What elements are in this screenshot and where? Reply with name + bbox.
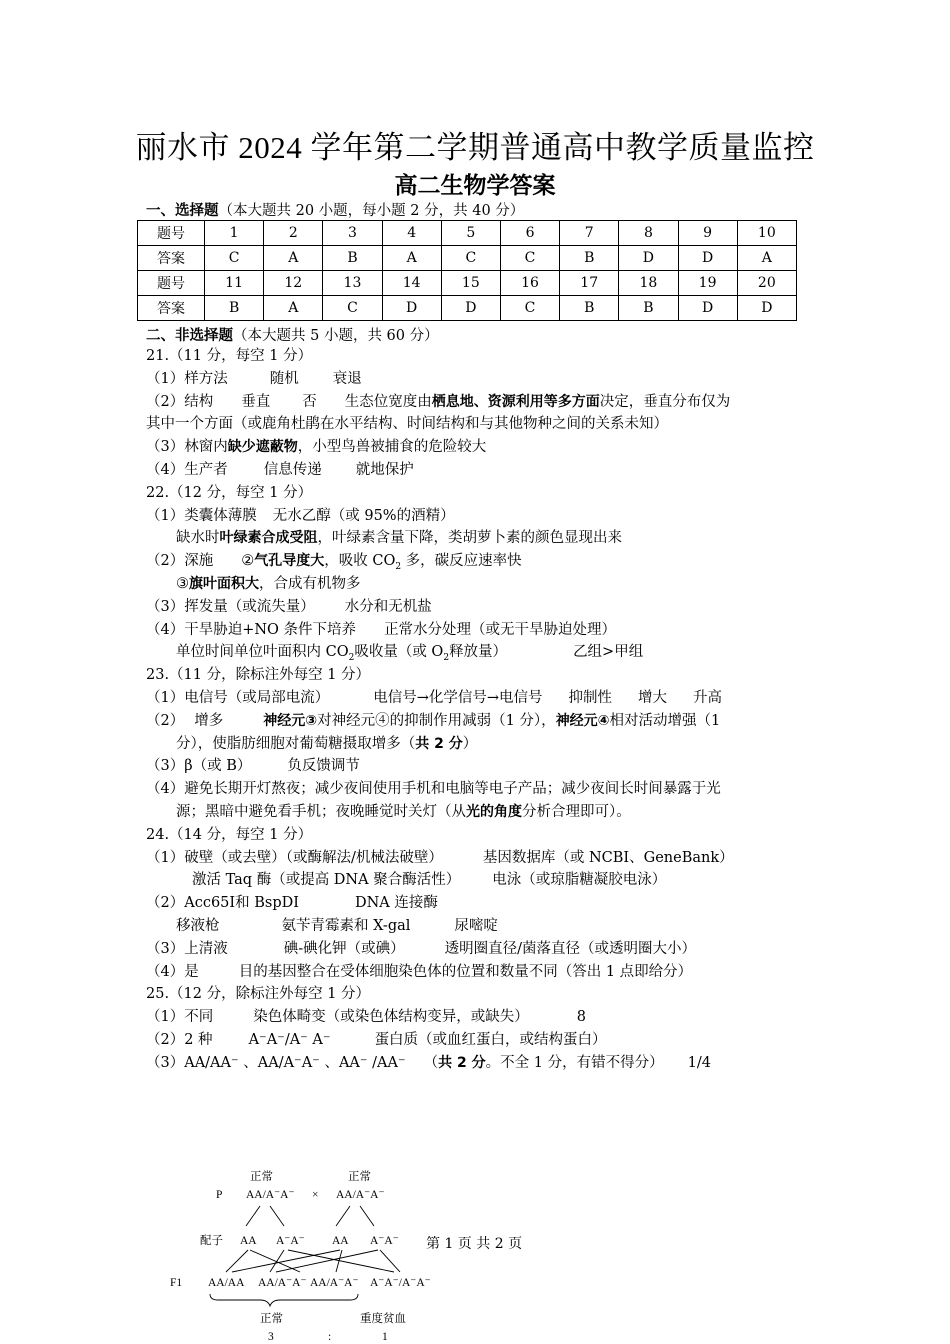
section2-note: （本大题共 5 小题，共 60 分） [233,328,439,344]
q22-2b: ，叶绿素含量下降，类胡萝卜素的颜色显现出来 [317,530,622,547]
q25-2c: 蛋白质（或血红蛋白，或结构蛋白） [374,1031,607,1048]
q22-4b: ，合成有机物多 [259,575,361,592]
q22-6a: （4）干旱胁迫+NO 条件下培养 [146,621,357,638]
diag-f1-1: AA/AA [208,1277,245,1289]
diag-gamete-arrows [226,1250,400,1272]
answer-table-cell: 8 [619,221,678,246]
q22-7b: 吸收量（或 O [354,644,444,661]
answer-table-cell: 17 [560,271,619,296]
q21-line5 [146,459,816,482]
answer-table-cell: A [264,246,323,271]
q22-line6 [146,619,816,642]
q23-1d: 增大 [638,689,668,706]
q25-3a: （3）AA/AA⁻ 、AA/A⁻A⁻ 、AA⁻ /AA⁻ [146,1054,406,1071]
q24-line2 [146,869,816,892]
q22-6b: 正常水分处理（或无干旱胁迫处理） [384,621,617,638]
q22-2a: 缺水时 [176,530,220,547]
q22-line3 [146,550,816,573]
q21-5a: （4）生产者 [146,461,228,478]
q22-line1 [146,505,816,528]
answer-table-cell: 16 [500,271,559,296]
q21-4b: ，小型鸟兽被捕食的危险较大 [297,439,487,456]
q25-line2 [146,1029,816,1052]
answer-table-row [138,296,797,321]
q23-4b: 负反馈调节 [287,758,360,775]
q22-7sub2: 2 [443,653,450,664]
q23-line6 [146,801,816,824]
diag-p-label: P [216,1189,223,1201]
q24-3a: （2）Acc65Ⅰ和 BspDⅠ [146,895,299,912]
answer-table-cell: 6 [500,221,559,246]
page-number: 第 1 页 共 2 页 [426,1236,523,1252]
answer-table-cell: C [205,246,264,271]
q25-3c: 1/4 [687,1054,711,1071]
diag-group-normal: 正常 [260,1313,283,1325]
q24-4b: 氨苄青霉素和 X-gal [281,917,411,934]
answer-table-cell: B [560,246,619,271]
q22-4a: ③ [176,575,189,592]
answer-table-cell: 9 [678,221,737,246]
q22-7a: 单位时间单位叶面积内 CO [176,644,349,661]
q24-6a: （4）是 [146,963,199,980]
section1-title: 一、选择题 [146,203,219,219]
q24-head: 24.（14 分，每空 1 分） [146,826,313,843]
q23-6a: 源；黑暗中避免看手机；夜晚睡觉时关灯（从 [176,803,466,820]
answer-table-cell: D [678,296,737,321]
answer-table-cell: 3 [323,221,382,246]
q23-2a: （2） [146,712,185,729]
diag-ratio-1: 3 [268,1331,274,1343]
q23-1a: （1）电信号（或局部电流） [146,689,330,706]
q23-line1 [146,687,816,710]
q22-2bold: 叶绿素合成受阻 [219,530,318,547]
diag-ratio-2: 1 [382,1331,388,1343]
q24-4c: 尿嘧啶 [454,917,498,934]
answer-table-cell: D [619,246,678,271]
q23-2bold1: 神经元③ [263,712,318,729]
q24-line1 [146,847,816,870]
page-subtitle: 高二生物学答案 [394,173,556,199]
q21-2e: 决定，垂直分布仅为 [599,393,731,410]
q21-5b: 信息传递 [263,461,322,478]
q22-1a: （1）类囊体薄膜 [146,507,257,524]
q24-6b: 目的基因整合在受体细胞染色体的位置和数量不同（答出 1 点即给分） [238,963,693,980]
diag-f1-4: A⁻A⁻/A⁻A⁻ [370,1277,431,1289]
q22-line2 [146,527,816,550]
answer-table-cell: D [737,296,796,321]
answer-table-row [138,271,797,296]
q21-1c: 衰退 [332,370,362,387]
answer-table-cell: A [737,246,796,271]
answer-table-cell: B [560,296,619,321]
answer-table-cell: C [500,246,559,271]
section2-heading [146,324,439,345]
answer-table-cell: 2 [264,221,323,246]
q24-4a: 移液枪 [176,917,220,934]
diag-brace [210,1294,358,1306]
q25-2b: A⁻A⁻/A⁻ A⁻ [248,1031,331,1048]
q25-1b: 染色体畸变（或染色体结构变异，或缺失） [253,1009,529,1026]
q21-line3: 其中一个方面（或鹿角杜鹃在水平结构、时间结构和与其他物种之间的关系未知） [146,416,668,433]
q21-2bold: 栖息地、资源利用等多方面 [431,393,600,410]
answer-table-cell: D [441,296,500,321]
diag-g3: AA [332,1235,349,1247]
section1-heading [146,199,524,220]
q22-line4 [146,573,816,596]
diag-cross: × [312,1189,319,1201]
diag-f1-2: AA/A⁻A⁻ [258,1277,307,1289]
diag-g1: AA [240,1235,257,1247]
q23-line5: （4）避免长期开灯熬夜；减少夜间使用手机和电脑等电子产品；减少夜间长时间暴露于光 [146,781,721,798]
answer-table-cell: 7 [560,221,619,246]
q22-4bold: 旗叶面积大 [189,575,259,592]
answer-table-row [138,246,797,271]
q24-5c: 透明圈直径/菌落直径（或透明圈大小） [444,940,697,957]
q25-line1 [146,1006,816,1029]
answer-table-row-label: 答案 [138,246,205,271]
answer-table-cell: 11 [205,271,264,296]
q24-5a: （3）上清液 [146,940,228,957]
q22-head: 22.（12 分，每空 1 分） [146,484,313,501]
q23-3a: 分），使脂肪细胞对葡萄糖摄取增多（ [176,735,416,752]
answer-table-cell: 20 [737,271,796,296]
diag-p1: AA/A⁻A⁻ [246,1189,295,1201]
diag-f1-label: F1 [170,1277,183,1289]
q21-2a: （2）结构 [146,393,214,410]
answer-table-cell: 13 [323,271,382,296]
q22-3sub: 2 [395,562,402,573]
q21-1a: （1）样方法 [146,370,228,387]
q25-3b: 。不全 1 分，有错不得分） [485,1054,664,1071]
q21-4a: （3）林窗内 [146,439,228,456]
q21-line2 [146,391,816,414]
diag-g4: A⁻A⁻ [370,1235,399,1247]
q23-3bold: 共 2 分 [415,735,463,752]
genetic-cross-diagram [160,1162,460,1344]
answer-table-cell: C [323,296,382,321]
q23-6b: 分析合理即可）。 [522,803,631,820]
q22-3b: ② [241,553,255,570]
q23-2c: 对神经元④的抑制作用减弱（1 分）， [317,712,556,729]
q25-2a: （2）2 种 [146,1031,213,1048]
section1-note: （本大题共 20 小题，每小题 2 分，共 40 分） [218,203,525,219]
answer-table-cell: 19 [678,271,737,296]
q23-3b: ） [462,735,478,752]
q22-7d: 乙组>甲组 [573,644,644,661]
answer-table-cell: 12 [264,271,323,296]
q22-line7 [146,641,816,664]
q21-line1 [146,368,816,391]
answer-table-cell: 15 [441,271,500,296]
q23-2bold2: 神经元④ [555,712,610,729]
answer-table-cell: D [382,296,441,321]
q23-line4 [146,755,816,778]
q24-line5 [146,938,816,961]
q21-head: 21.（11 分，每空 1 分） [146,348,313,364]
q23-6bold: 光的角度 [466,803,522,820]
q24-2a: 激活 Taq 酶（或提高 DNA 聚合酶活性） [192,872,461,889]
q23-2d: 相对活动增强（1 [609,712,721,729]
q23-head: 23.（11 分，除标注外每空 1 分） [146,667,371,684]
q21-2c: 否 [302,393,317,410]
q21-line4 [146,436,816,459]
answer-table [137,220,797,321]
q25-line3: （3）AA/AA⁻ 、AA/A⁻A⁻ 、AA⁻ /AA⁻ （共 2 分。不全 1 分，有错不得分） 1/4 [146,1054,711,1071]
answer-table-cell: B [205,296,264,321]
q24-1b: 基因数据库（或 NCBI、GeneBank） [482,849,734,866]
q24-1a: （1）破壁（或去壁）（或酶解法/机械法破壁） [146,849,443,866]
answer-table-row-label: 题号 [138,271,205,296]
diag-ratio-colon: : [328,1331,332,1343]
answer-table-cell: 1 [205,221,264,246]
q25-head: 25.（12 分，除标注外每空 1 分） [146,986,371,1003]
diag-parent-arrows [246,1206,374,1226]
q22-3a: （2）深施 [146,553,214,570]
answer-table-cell: 10 [737,221,796,246]
diag-g2: A⁻A⁻ [276,1235,305,1247]
q24-line4 [146,915,816,938]
answer-table-cell: B [619,296,678,321]
diag-gamete-label: 配子 [200,1235,223,1247]
diag-normal-1: 正常 [250,1171,273,1183]
q22-7c: 释放量） [449,644,508,661]
q25-1c: 8 [576,1009,586,1026]
answer-table-row-label: 答案 [138,296,205,321]
q22-3bold: 气孔导度大 [254,553,325,570]
q23-line2 [146,710,816,733]
answers-body [146,345,816,1075]
q24-3b: DNA 连接酶 [354,895,438,912]
answer-table-row-label: 题号 [138,221,205,246]
q21-5c: 就地保护 [355,461,414,478]
answer-table-cell: 4 [382,221,441,246]
q22-3c: ，吸收 CO [324,553,396,570]
q24-2b: 电泳（或琼脂糖凝胶电泳） [492,872,667,889]
q24-line6 [146,961,816,984]
q23-4a: （3）β（或 B） [146,758,252,775]
q25-3bold: 共 2 分 [438,1054,486,1071]
diag-group-anemia: 重度贫血 [360,1313,406,1325]
page-title: 丽水市 2024 学年第二学期普通高中教学质量监控 [135,130,815,165]
q22-line5 [146,596,816,619]
q23-1b: 电信号→化学信号→电信号 [373,689,543,706]
diag-p2: AA/A⁻A⁻ [336,1189,385,1201]
q22-5a: （3）挥发量（或流失量） [146,598,315,615]
answer-table-cell: B [323,246,382,271]
diag-f1-3: AA/A⁻A⁻ [310,1277,359,1289]
q23-1e: 升高 [693,689,723,706]
answer-table-cell: C [441,246,500,271]
q22-1b: 无水乙醇（或 95%的酒精） [272,507,455,524]
q23-1c: 抑制性 [568,689,613,706]
q24-line3 [146,892,816,915]
q21-2d: 生态位宽度由 [344,393,432,410]
q21-4bold: 缺少遮蔽物 [227,439,298,456]
q23-line3 [146,733,816,756]
q21-2b: 垂直 [241,393,271,410]
answer-table-cell: 14 [382,271,441,296]
answer-table-cell: A [382,246,441,271]
q25-1a: （1）不同 [146,1009,214,1026]
q21-1b: 随机 [269,370,299,387]
q22-5b: 水分和无机盐 [344,598,432,615]
answer-table-cell: D [678,246,737,271]
diag-normal-2: 正常 [348,1171,371,1183]
answer-table-cell: 18 [619,271,678,296]
q22-3d: 多，碳反应速率快 [401,553,522,570]
section2-title: 二、非选择题 [146,328,233,344]
answer-table-row [138,221,797,246]
q22-7sub1: 2 [348,653,355,664]
answer-table-cell: C [500,296,559,321]
q23-2b: 增多 [194,712,224,729]
answer-table-cell: 5 [441,221,500,246]
answer-table-cell: A [264,296,323,321]
q24-5b: 碘-碘化钾（或碘） [283,940,405,957]
